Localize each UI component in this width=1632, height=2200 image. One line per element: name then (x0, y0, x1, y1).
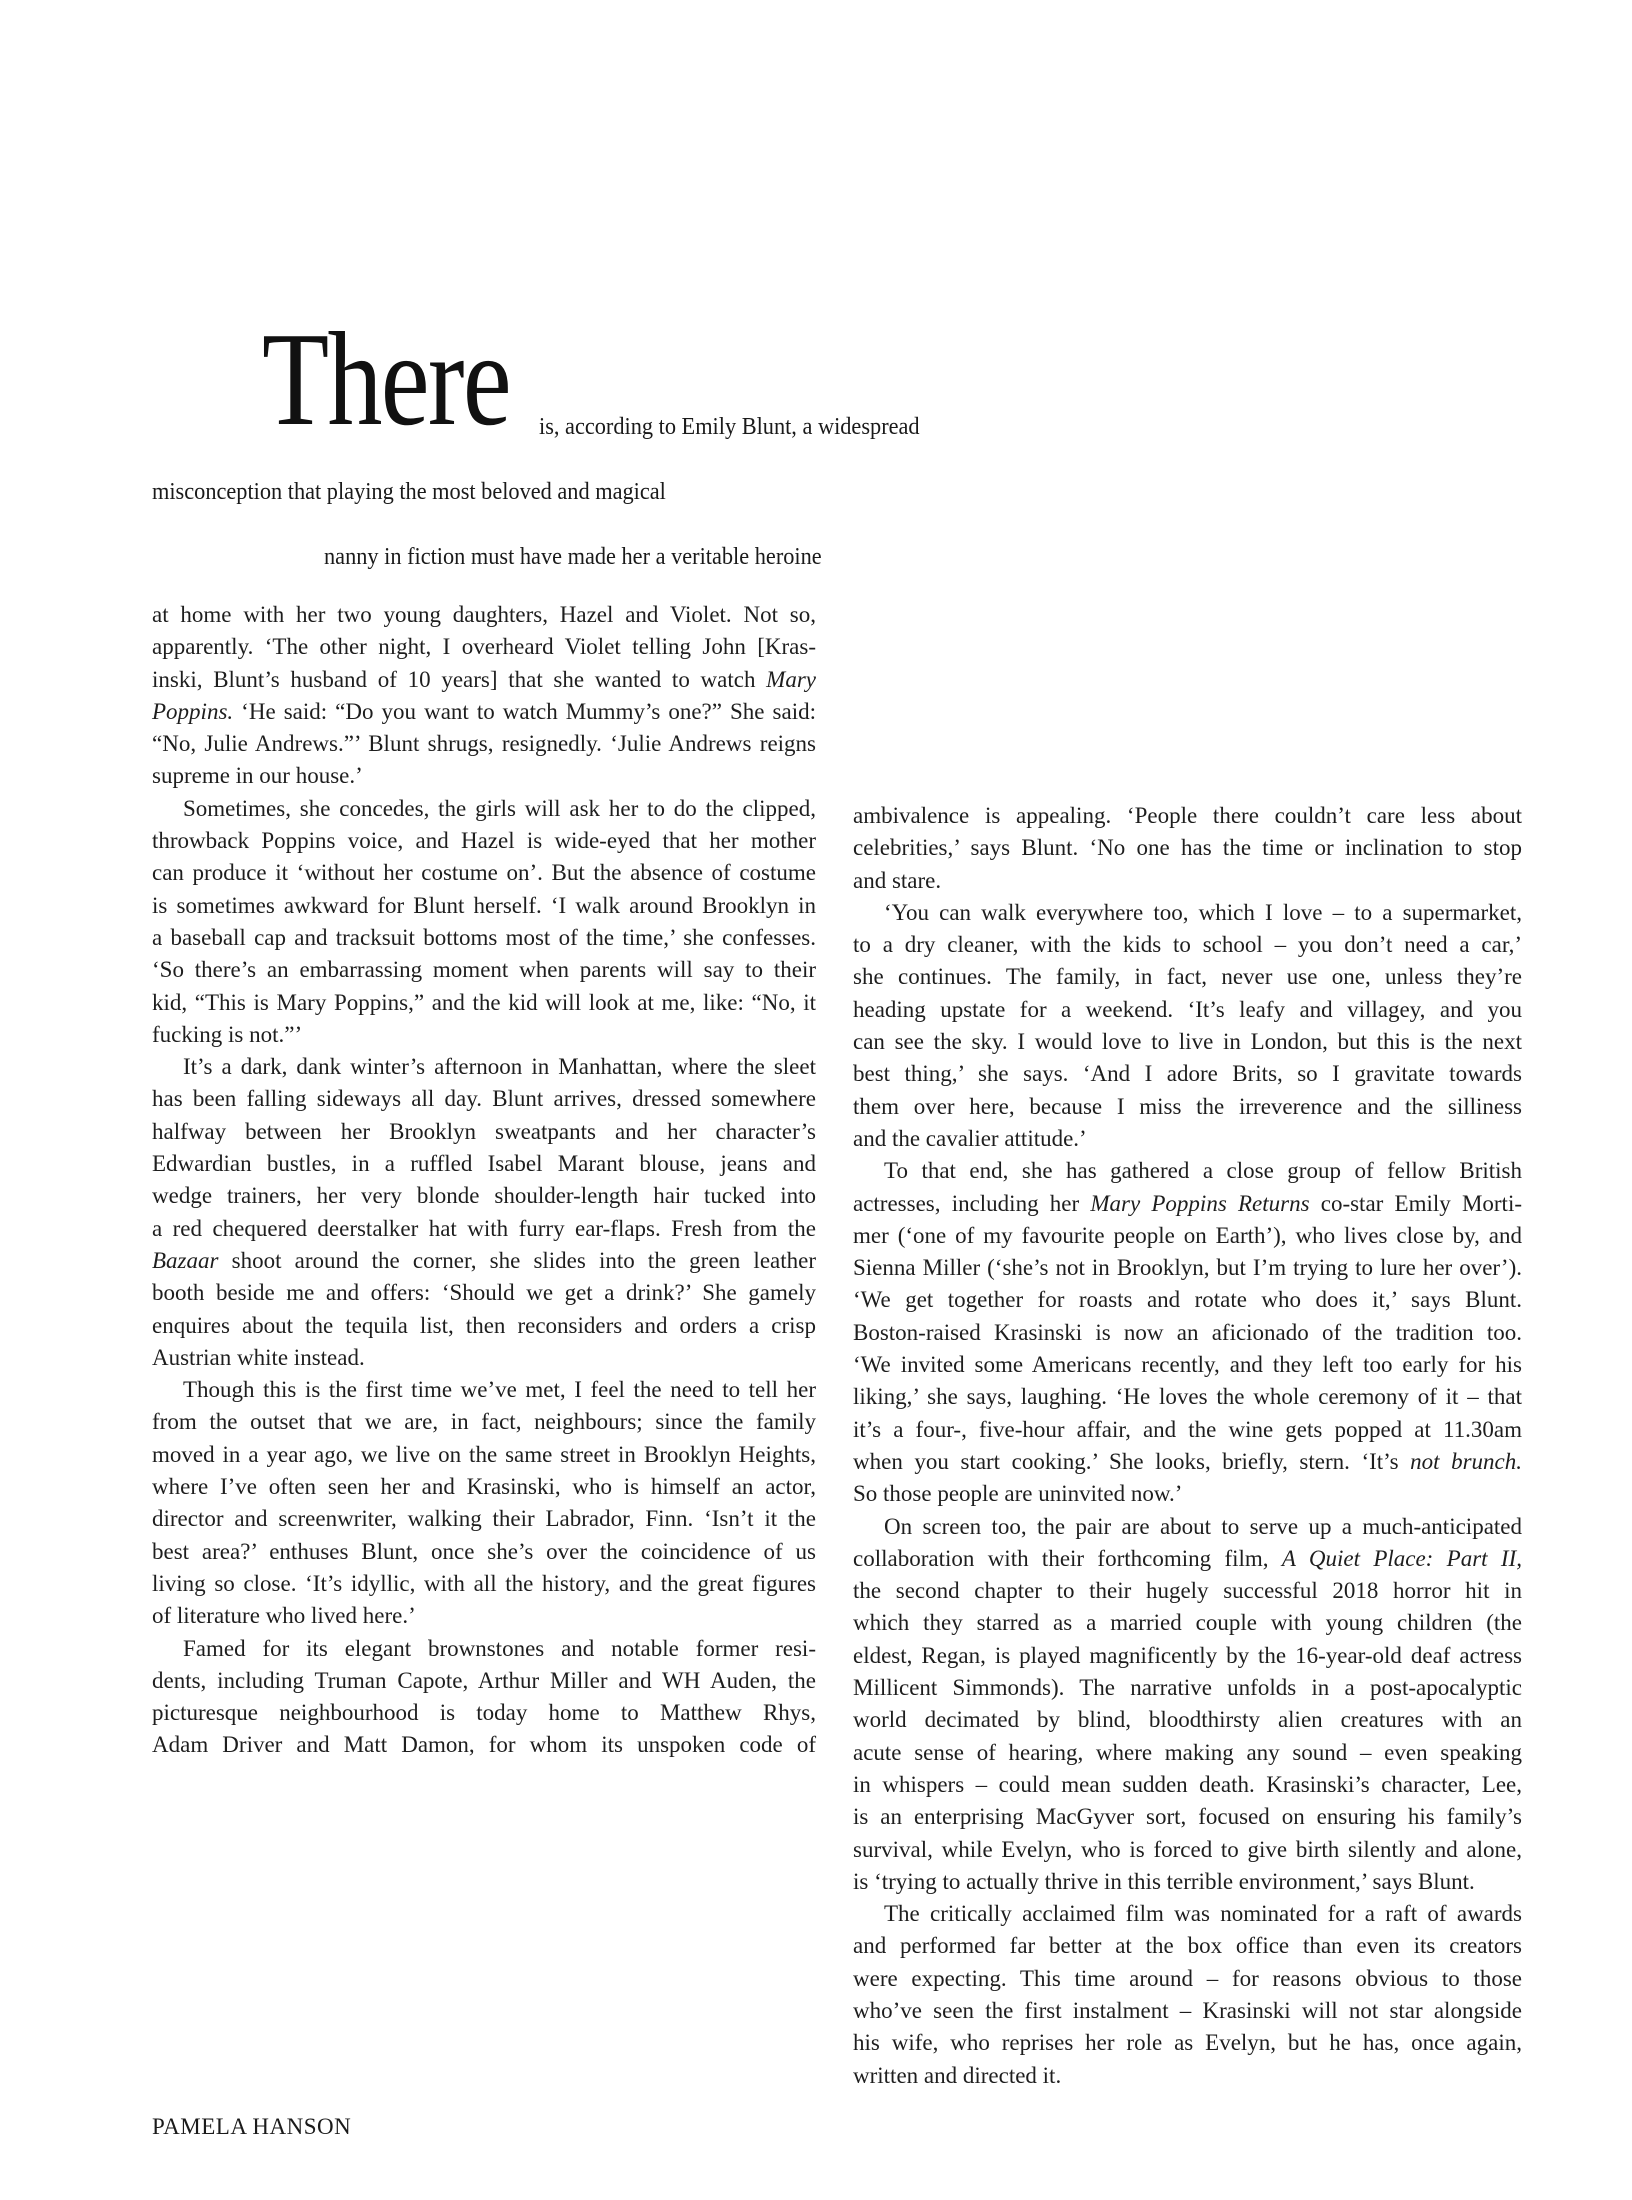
text-line (853, 2027, 1522, 2059)
text-segment: them over here, because I miss the irreverence and the silliness (853, 1093, 1522, 1119)
text-line (853, 1381, 1522, 1413)
text-segment: heading upstate for a weekend. ‘It’s leafy and villagey, and you (853, 996, 1522, 1022)
text-line (152, 1277, 816, 1309)
text-segment: and stare. (853, 867, 942, 893)
text-segment: shoot around the corner, she slides into the green leather (218, 1247, 816, 1273)
text-segment: celebrities,’ says Blunt. ‘No one has the time or inclination to stop (853, 835, 1522, 861)
italic-text: Mary (766, 666, 816, 692)
text-segment: ambivalence is appealing. ‘People there couldn’t care less about (853, 803, 1522, 828)
text-line (853, 1414, 1522, 1446)
text-segment: director and screenwriter, walking their Labrador, Finn. ‘Isn’t it the (152, 1506, 816, 1532)
text-line (152, 1697, 816, 1729)
italic-text: Poppins. (152, 698, 234, 724)
text-line (853, 1511, 1522, 1543)
text-line (152, 1439, 816, 1471)
text-line (853, 1284, 1522, 1316)
text-segment: liking,’ she says, laughing. ‘He loves the whole ceremony of it – that (853, 1384, 1522, 1410)
text-line (152, 1116, 816, 1148)
text-line (152, 1471, 816, 1503)
text-line (152, 890, 816, 922)
text-segment: is sometimes awkward for Blunt herself. ‘I walk around Brooklyn in (152, 892, 816, 918)
text-line (853, 1737, 1522, 1769)
text-segment: living so close. ‘It’s idyllic, with all the history, and the great figures (152, 1570, 816, 1596)
text-segment: ‘He said: “Do you want to watch Mummy’s one?” She said: (233, 698, 816, 724)
text-segment: a baseball cap and tracksuit bottoms most of the time,’ she confesses. (152, 924, 816, 950)
text-line (853, 1220, 1522, 1252)
text-line (853, 1866, 1522, 1898)
text-segment: Sometimes, she concedes, the girls will ask her to do the clipped, (183, 795, 816, 821)
text-segment: Though this is the first time we’ve met, I feel the need to tell her (183, 1377, 816, 1403)
text-line (152, 825, 816, 857)
text-segment: collaboration with their forthcoming film, (853, 1545, 1282, 1571)
text-line (152, 760, 816, 792)
text-line (853, 1478, 1522, 1510)
text-segment: has been falling sideways all day. Blunt arrives, dressed somewhere (152, 1086, 816, 1112)
text-segment: Millicent Simmonds). The narrative unfolds in a post-apocalyptic (853, 1675, 1522, 1701)
article-column-right (853, 800, 1522, 2092)
text-line (152, 1536, 816, 1568)
text-segment: The critically acclaimed film was nominated for a raft of awards (884, 1901, 1522, 1927)
text-line (152, 1148, 816, 1180)
text-segment: at home with her two young daughters, Hazel and Violet. Not so, (152, 602, 816, 627)
text-line (853, 1995, 1522, 2027)
text-line (853, 1898, 1522, 1930)
text-segment: booth beside me and offers: ‘Should we get a drink?’ She gamely (152, 1280, 816, 1306)
text-line (853, 1317, 1522, 1349)
text-line (853, 1188, 1522, 1220)
photo-credit: PAMELA HANSON (152, 2114, 352, 2139)
text-segment: eldest, Regan, is played magnificently by the 16-year-old deaf actress (853, 1642, 1522, 1668)
text-segment: throwback Poppins voice, and Hazel is wide-eyed that her mother (152, 828, 816, 854)
text-segment: wedge trainers, her very blonde shoulder-length hair tucked into (152, 1183, 816, 1209)
text-segment: Adam Driver and Matt Damon, for whom its unspoken code of (152, 1732, 816, 1758)
text-segment: the second chapter to their hugely successful 2018 horror hit in (853, 1578, 1522, 1604)
text-line (853, 1446, 1522, 1478)
text-line (152, 1083, 816, 1115)
text-segment: ‘You can walk everywhere too, which I love – to a supermarket, (884, 899, 1522, 925)
text-segment: can see the sky. I would love to live in London, but this is the next (853, 1029, 1522, 1055)
text-line (853, 961, 1522, 993)
text-line (853, 1155, 1522, 1187)
text-segment: world decimated by blind, bloodthirsty alien creatures with an (853, 1707, 1522, 1733)
text-segment: his wife, who reprises her role as Evelyn, but he has, once again, (853, 2030, 1522, 2056)
text-segment: written and directed it. (853, 2062, 1062, 2088)
text-segment: were expecting. This time around – for reasons obvious to those (853, 1965, 1522, 1991)
text-segment: and performed far better at the box office than even its creators (853, 1933, 1522, 1959)
text-line (853, 1801, 1522, 1833)
text-line (152, 1633, 816, 1665)
text-line (152, 1600, 816, 1632)
text-segment: On screen too, the pair are about to serve up a much-anticipated (884, 1513, 1522, 1539)
text-line (152, 1245, 816, 1277)
text-line (152, 1180, 816, 1212)
text-line (853, 1930, 1522, 1962)
text-segment: acute sense of hearing, where making any sound – even speaking (853, 1739, 1522, 1765)
text-segment: best thing,’ she says. ‘And I adore Brits, so I gravitate towards (853, 1061, 1522, 1087)
text-segment: to a dry cleaner, with the kids to school – you don’t need a car,’ (853, 932, 1522, 958)
text-line (853, 865, 1522, 897)
text-segment: inski, Blunt’s husband of 10 years] that she wanted to watch (152, 666, 767, 692)
text-segment: where I’ve often seen her and Krasinski, who is himself an actor, (152, 1474, 816, 1500)
text-line (853, 1769, 1522, 1801)
text-segment: which they starred as a married couple with young children (the (853, 1610, 1522, 1636)
text-segment: “No, Julie Andrews.”’ Blunt shrugs, resignedly. ‘Julie Andrews reigns (152, 731, 816, 757)
text-line (853, 1123, 1522, 1155)
text-line (152, 599, 816, 631)
text-segment: To that end, she has gathered a close group of fellow British (884, 1158, 1522, 1184)
text-line (152, 1019, 816, 1051)
text-segment: supreme in our house.’ (152, 763, 363, 789)
text-segment: Famed for its elegant brownstones and notable former resi- (183, 1635, 816, 1661)
text-line (853, 1349, 1522, 1381)
text-segment: co-star Emily Morti- (1309, 1190, 1522, 1216)
text-line (152, 696, 816, 728)
text-line (152, 664, 816, 696)
text-segment: is ‘trying to actually thrive in this terrible environment,’ says Blunt. (853, 1868, 1475, 1894)
text-line (853, 1026, 1522, 1058)
text-line (853, 832, 1522, 864)
text-segment: fucking is not.”’ (152, 1021, 303, 1047)
text-segment: Austrian white instead. (152, 1344, 365, 1370)
text-segment: moved in a year ago, we live on the same street in Brooklyn Heights, (152, 1441, 816, 1467)
text-line (853, 1834, 1522, 1866)
text-segment: and the cavalier attitude.’ (853, 1125, 1087, 1151)
intro-deck-line-2: misconception that playing the most beloved and magical (152, 479, 666, 505)
text-line (152, 1406, 816, 1438)
text-segment: in whispers – could mean sudden death. Krasinski’s character, Lee, (853, 1771, 1522, 1797)
text-segment: ‘We invited some Americans recently, and they left too early for his (853, 1352, 1522, 1378)
text-line (152, 1310, 816, 1342)
text-segment: when you start cooking.’ She looks, briefly, stern. ‘It’s (853, 1448, 1411, 1474)
text-segment: who’ve seen the first instalment – Krasinski will not star alongside (853, 1997, 1522, 2023)
text-segment: actresses, including her (853, 1190, 1091, 1216)
italic-text: A Quiet Place: Part II, (1281, 1545, 1522, 1571)
intro-deck-line-3: nanny in fiction must have made her a veritable heroine (324, 544, 822, 570)
text-line (152, 954, 816, 986)
text-segment: best area?’ enthuses Blunt, once she’s over the coincidence of us (152, 1538, 816, 1564)
italic-text: Mary Poppins Returns (1090, 1190, 1310, 1216)
text-line (152, 1342, 816, 1374)
text-segment: enquires about the tequila list, then reconsiders and orders a crisp (152, 1312, 816, 1338)
text-line (152, 1665, 816, 1697)
text-line (152, 793, 816, 825)
text-line (853, 1607, 1522, 1639)
text-segment: kid, “This is Mary Poppins,” and the kid will look at me, like: “No, it (152, 989, 816, 1015)
text-segment: halfway between her Brooklyn sweatpants and her character’s (152, 1118, 816, 1144)
article-column-left (152, 599, 816, 1762)
text-segment: it’s a four-, five-hour affair, and the wine gets popped at 11.30am (853, 1416, 1522, 1442)
text-segment: Sienna Miller (‘she’s not in Brooklyn, but I’m trying to lure her over’). (853, 1255, 1522, 1281)
text-line (152, 987, 816, 1019)
text-line (152, 728, 816, 760)
text-line (152, 1213, 816, 1245)
italic-text: Bazaar (152, 1247, 219, 1273)
text-line (152, 1729, 816, 1761)
text-line (853, 994, 1522, 1026)
text-line (853, 1091, 1522, 1123)
text-line (853, 1672, 1522, 1704)
text-line (853, 1640, 1522, 1672)
text-segment: is an enterprising MacGyver sort, focused on ensuring his family’s (853, 1804, 1522, 1830)
text-line (152, 631, 816, 663)
text-segment: mer (‘one of my favourite people on Earth’), who lives close by, and (853, 1222, 1522, 1248)
italic-text: not brunch. (1410, 1448, 1522, 1474)
text-line (152, 1568, 816, 1600)
text-line (853, 1252, 1522, 1284)
text-line (152, 1503, 816, 1535)
text-segment: from the outset that we are, in fact, neighbours; since the family (152, 1409, 816, 1435)
text-segment: Edwardian bustles, in a ruffled Isabel Marant blouse, jeans and (152, 1151, 816, 1177)
text-segment: can produce it ‘without her costume on’. But the absence of costume (152, 860, 816, 886)
text-segment: ‘We get together for roasts and rotate who does it,’ says Blunt. (853, 1287, 1522, 1313)
text-line (152, 1051, 816, 1083)
text-segment: Boston-raised Krasinski is now an aficionado of the tradition too. (853, 1319, 1522, 1345)
text-line (853, 1704, 1522, 1736)
text-segment: ‘So there’s an embarrassing moment when parents will say to their (152, 957, 816, 983)
text-line (853, 1575, 1522, 1607)
text-line (853, 929, 1522, 961)
text-line (853, 1058, 1522, 1090)
text-segment: dents, including Truman Capote, Arthur Miller and WH Auden, the (152, 1667, 816, 1693)
text-segment: It’s a dark, dank winter’s afternoon in Manhattan, where the sleet (183, 1054, 816, 1080)
text-line (152, 857, 816, 889)
text-line (853, 800, 1522, 832)
text-line (853, 1543, 1522, 1575)
text-segment: she continues. The family, in fact, never use one, unless they’re (853, 964, 1522, 990)
text-line (853, 2060, 1522, 2092)
text-segment: of literature who lived here.’ (152, 1603, 416, 1629)
text-line (152, 1374, 816, 1406)
text-segment: survival, while Evelyn, who is forced to give birth silently and alone, (853, 1836, 1522, 1862)
text-line (152, 922, 816, 954)
text-segment: apparently. ‘The other night, I overheard Violet telling John [Kras- (152, 634, 816, 660)
text-segment: a red chequered deerstalker hat with furry ear-flaps. Fresh from the (152, 1215, 816, 1241)
text-line (853, 897, 1522, 929)
text-segment: picturesque neighbourhood is today home to Matthew Rhys, (152, 1700, 816, 1726)
text-segment: So those people are uninvited now.’ (853, 1481, 1183, 1507)
drop-cap-word: There (262, 305, 510, 453)
intro-deck-line-1: is, according to Emily Blunt, a widespread (539, 414, 920, 440)
text-line (853, 1963, 1522, 1995)
